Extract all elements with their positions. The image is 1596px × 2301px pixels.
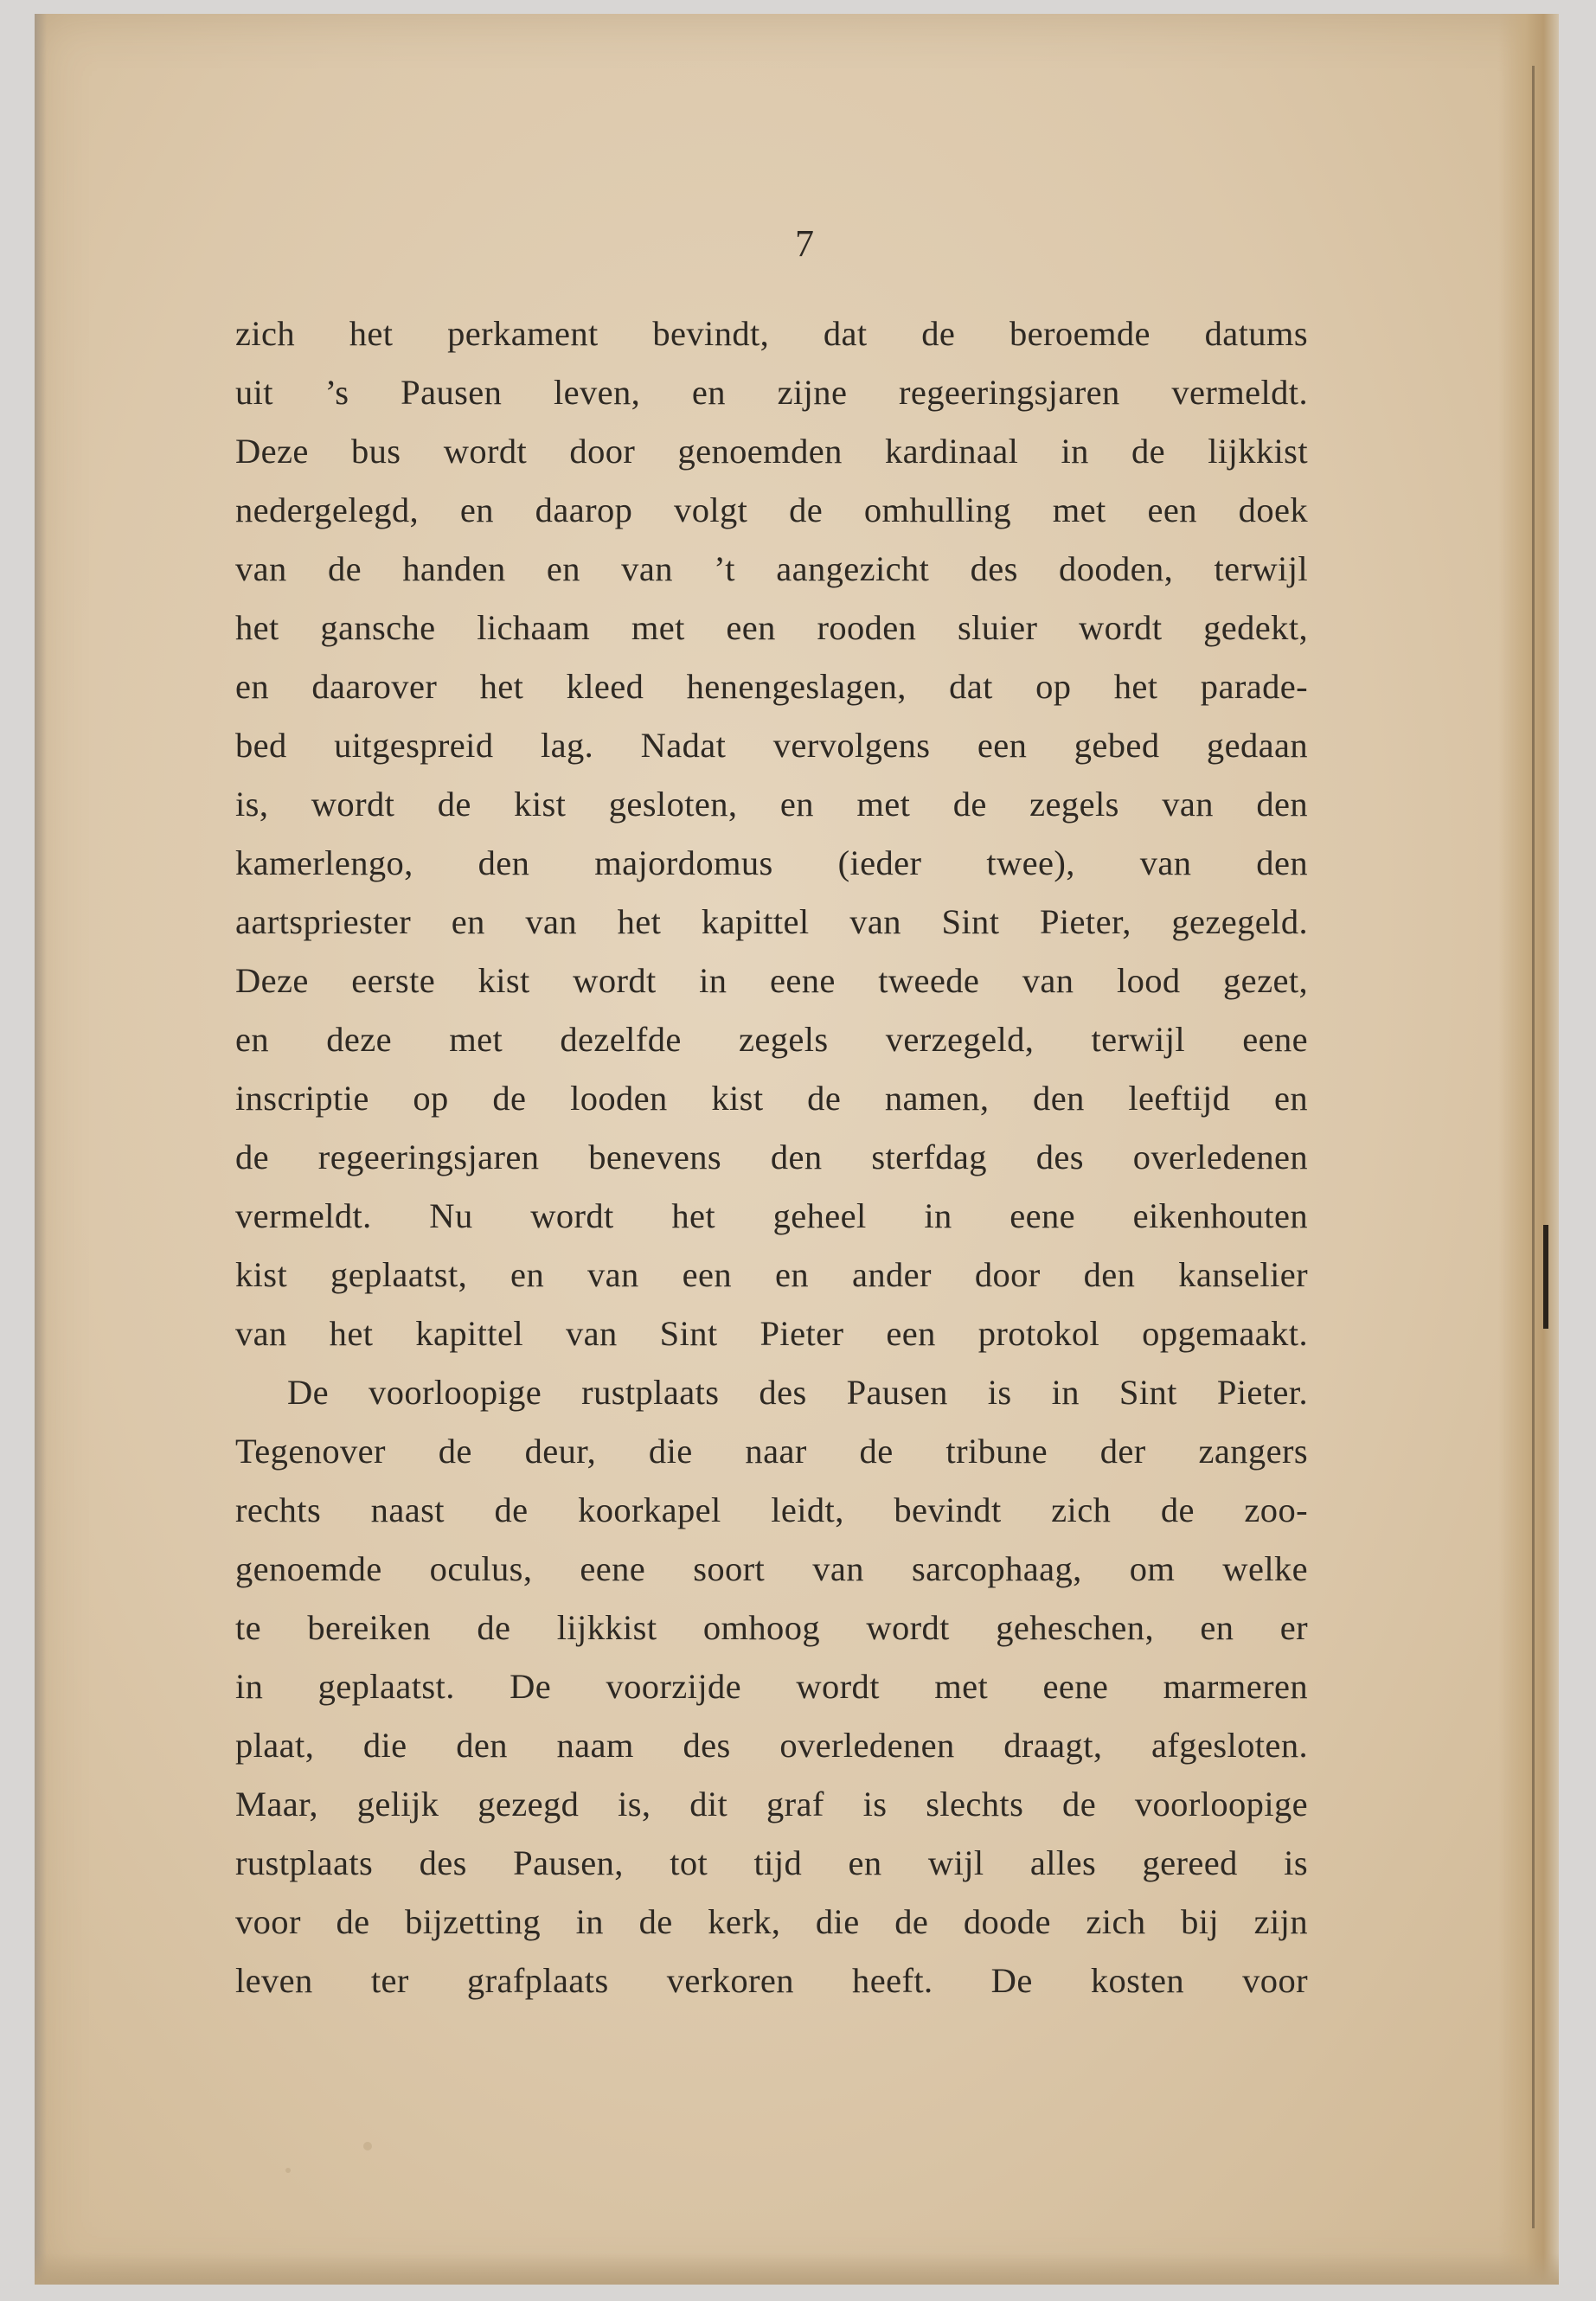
text-line: plaat, die den naam des overledenen draagt, afgesloten.: [235, 1726, 1308, 1765]
text-line: voor de bijzetting in de kerk, die de doode zich bij zijn: [235, 1902, 1308, 1941]
text-line: vermeldt. Nu wordt het geheel in eene eikenhouten: [235, 1196, 1308, 1235]
page-number: 7: [795, 222, 814, 265]
text-line: aartspriester en van het kapittel van Sint Pieter, gezegeld.: [235, 902, 1308, 941]
text-line: zich het perkament bevindt, dat de beroemde datums: [235, 314, 1308, 353]
text-line: te bereiken de lijkkist omhoog wordt geheschen, en er: [235, 1608, 1308, 1647]
text-line: uit ’s Pausen leven, en zijne regeeringsjaren vermeldt.: [235, 373, 1308, 412]
paper-stain: [285, 2168, 291, 2173]
page-edge-shadow: [1532, 66, 1535, 2228]
text-line: het gansche lichaam met een rooden sluier wordt gedekt,: [235, 608, 1308, 647]
text-line: inscriptie op de looden kist de namen, den leeftijd en: [235, 1079, 1308, 1118]
text-line: van de handen en van ’t aangezicht des dooden, terwijl: [235, 549, 1308, 588]
page-edge-shadow: [1543, 1225, 1548, 1329]
page-edge: [1498, 14, 1559, 2285]
body-text: [235, 304, 1308, 2010]
text-line: kist geplaatst, en van een en ander door den kanselier: [235, 1255, 1308, 1294]
text-line: Tegenover de deur, die naar de tribune der zangers: [235, 1432, 1308, 1471]
text-line: genoemde oculus, eene soort van sarcophaag, om welke: [235, 1549, 1308, 1588]
text-line: en daarover het kleed henengeslagen, dat op het parade-: [235, 667, 1308, 706]
text-line: is, wordt de kist gesloten, en met de zegels van den: [235, 785, 1308, 824]
text-line: rustplaats des Pausen, tot tijd en wijl alles gereed is: [235, 1843, 1308, 1882]
book-page: [35, 14, 1559, 2285]
text-line: Maar, gelijk gezegd is, dit graf is slechts de voorloopige: [235, 1785, 1308, 1823]
paper-stain: [363, 2142, 372, 2150]
paragraph-start-line: De voorloopige rustplaats des Pausen is in Sint Pieter.: [287, 1373, 1308, 1412]
text-line: kamerlengo, den majordomus (ieder twee), van den: [235, 843, 1308, 882]
text-line: leven ter grafplaats verkoren heeft. De kosten voor: [235, 1961, 1308, 2000]
text-line: Deze bus wordt door genoemden kardinaal in de lijkkist: [235, 432, 1308, 471]
text-line: de regeeringsjaren benevens den sterfdag des overledenen: [235, 1138, 1308, 1176]
text-line: nedergelegd, en daarop volgt de omhulling met een doek: [235, 490, 1308, 529]
page-bottom-edge: [35, 2253, 1559, 2285]
text-line: bed uitgespreid lag. Nadat vervolgens een gebed gedaan: [235, 726, 1308, 765]
text-line: en deze met dezelfde zegels verzegeld, terwijl eene: [235, 1020, 1308, 1059]
text-line: in geplaatst. De voorzijde wordt met eene marmeren: [235, 1667, 1308, 1706]
text-line: Deze eerste kist wordt in eene tweede van lood gezet,: [235, 961, 1308, 1000]
text-line: van het kapittel van Sint Pieter een protokol opgemaakt.: [235, 1314, 1308, 1353]
text-line: rechts naast de koorkapel leidt, bevindt zich de zoo-: [235, 1490, 1308, 1529]
